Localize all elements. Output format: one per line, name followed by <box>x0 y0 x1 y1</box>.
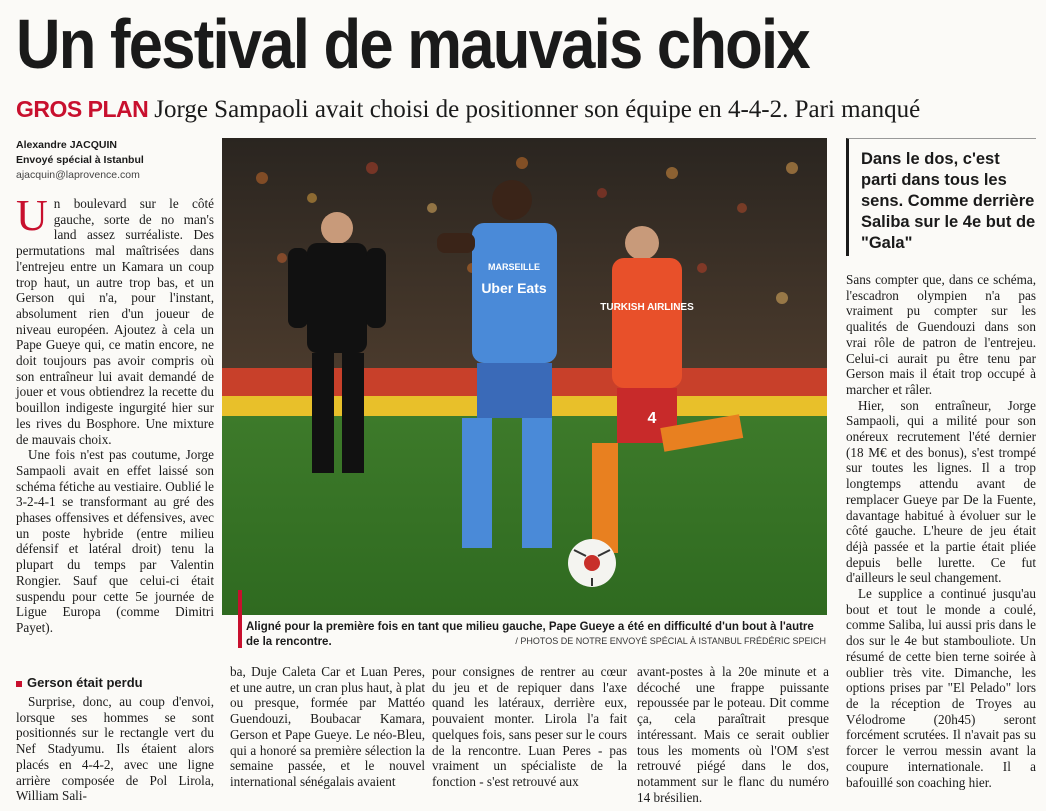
intertitle: Gerson était perdu <box>16 675 214 690</box>
photo-credit: / PHOTOS DE NOTRE ENVOYÉ SPÉCIAL À ISTANBUL FRÉDÉRIC SPEICH <box>515 636 826 646</box>
column-2 <box>230 664 425 806</box>
column-3 <box>432 664 627 806</box>
paragraph: Surprise, donc, au coup d'envoi, lorsque ses hommes se sont positionnés sur le rectangle vert du Nef Stadyumu. Ils étaient alors placés en 4-4-2, avec une ligne arrière composée de Pol Lirola, William Sali- <box>16 694 214 804</box>
paragraph <box>16 191 214 447</box>
paragraph-text: n boulevard sur le côté gauche, sorte de no man's land assez surréaliste. Des permutations mal maîtrisées dans l'entrejeu entre un Kamara un coup trop haut, un autre trop bas, et un Gerson qui n'a, pour l'instant, absolument rien d'un joueur de niveau européen. Ajoutez à cela un Pape Gueye qui, ce matin encore, ne doit toujours pas avoir compris où son entraîneur lui avait demandé de jouer et vous obtiendrez la recette du bouillon indigeste ingurgité hier sur les rives du Bosphore. Une mixture de mauvais choix. <box>16 196 214 447</box>
author-name: Alexandre JACQUIN <box>16 139 117 151</box>
paragraph: Sans compter que, dans ce schéma, l'escadron olympien n'a pas vraiment pu compter sur les qualités de Guendouzi dans son vrai rôle de patron de l'entrejeu. Celui-ci aurait pu être tenu par Gerson mais il était trop occupé à marcher et râler. <box>846 272 1036 397</box>
author-email[interactable]: ajacquin@laprovence.com <box>16 169 140 181</box>
shirt-club-text: MARSEILLE <box>487 262 541 272</box>
subhead <box>16 92 1036 128</box>
caption-accent-bar <box>238 590 242 648</box>
paragraph: ba, Duje Caleta Car et Luan Peres, et une autre, un cran plus haut, à plat ou presque, formée par Mattéo Guendouzi, Boubacar Kamara, Gerson et Pape Gueye. Le néo-Bleu, qui a honoré sa première sélection la semaine passée, et le nouvel international sénégalais avaient <box>230 664 425 789</box>
shirt-number: 4 <box>647 410 657 427</box>
match-photo <box>222 138 827 615</box>
match-photo-illustration <box>222 138 827 615</box>
shirt-sponsor-left: Uber Eats <box>481 280 547 296</box>
paragraph: pour consignes de rentrer au cœur du jeu et de repiquer dans l'axe quand les latéraux, derrière eux, pouvaient monter. Lirola l'a fait quelques fois, sans peser sur le cours de la rencontre. Luan Peres - pas vraiment un spécialiste de la fonction - s'est retrouvé aux <box>432 664 627 789</box>
shirt-sponsor-right: TURKISH AIRLINES <box>600 302 694 313</box>
author-role: Envoyé spécial à Istanbul <box>16 154 144 166</box>
pull-quote: Dans le dos, c'est parti dans tous les sens. Comme derrière Saliba sur le 4e but de "Gala" <box>846 138 1036 256</box>
byline <box>16 138 216 183</box>
ball-figure <box>568 539 616 587</box>
column-4 <box>637 664 829 806</box>
headline: Un festival de mauvais choix <box>16 5 809 83</box>
column-5 <box>846 272 1036 808</box>
subhead-text: Jorge Sampaoli avait choisi de positionner son équipe en 4-4-2. Pari manqué <box>154 96 921 123</box>
paragraph: Le supplice a continué jusqu'au bout et tout le monde a coulé, comme Saliba, lui aussi pris dans le dos sur le 4e but stambouliote. Un résumé de cette bien terne soirée à oublier très vite. Dimanche, les options prises par "El Pelado" lors de la réception de Troyes au Vélodrome (20h45) seront forcément scrutées. Il n'avait pas su forcer le verrou messin avant la coupure internationale. Il a bafouillé son coaching hier. <box>846 586 1036 790</box>
paragraph: Une fois n'est pas coutume, Jorge Sampaoli avait en effet laissé son schéma fétiche au vestiaire. Oublié le 3-2-4-1 se transformant au gré des phases offensives et défensives, avec un poste hybride (entre milieu défensif et latéral droit) tenu la plupart du temps par Valentin Rongier. Sauf que celui-ci était suspendu pour cette 5e journée de Ligue Europa (comme Dimitri Payet). <box>16 447 214 635</box>
drop-cap: U <box>16 191 48 240</box>
paragraph: avant-postes à la 20e minute et a décoché une frappe puissante repoussée par le poteau. Dit comme ça, cela paraîtrait presque intéressant. Mais ce serait oublier tous les moments où l'OM s'est retrouvé piégé dans le dos, notamment sur le flanc du numéro 14 brésilien. <box>637 664 829 805</box>
column-1 <box>16 191 214 666</box>
kicker: GROS PLAN <box>16 96 149 122</box>
photo-caption: Aligné pour la première fois en tant que milieu gauche, Pape Gueye a été en difficulté d'un bout à l'autre de la rencontre. <box>246 621 814 648</box>
paragraph: Hier, son entraîneur, Jorge Sampaoli, qui a milité pour son onéreux recrutement l'été dernier (18 M€ et des bonus), s'est trompé sur toutes les lignes. Il a trop longtemps attendu avant de remplacer Gueye par De la Fuente, davantage habitué à évoluer sur le côté gauche. L'heure de jeu était déjà passée et la partie était pliée depuis belle lurette. Ce fut d'ailleurs le seul changement. <box>846 397 1036 586</box>
column-1-continued <box>16 694 214 806</box>
